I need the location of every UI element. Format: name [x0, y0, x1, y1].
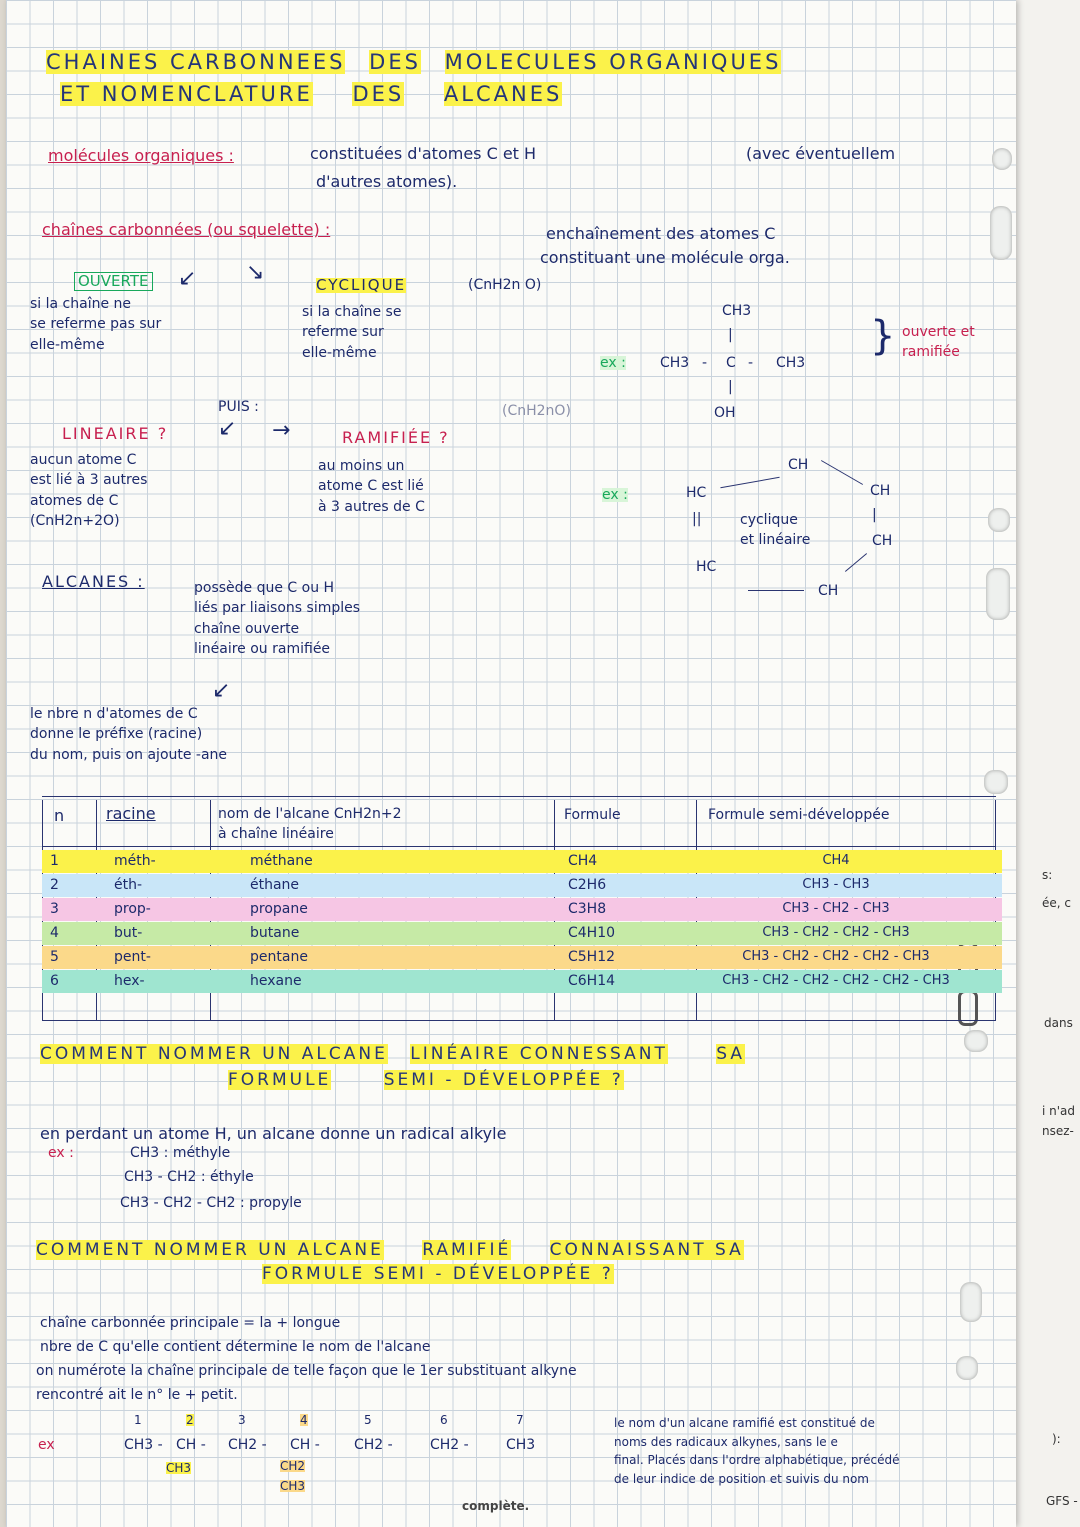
- section1-heading: COMMENT NOMMER UN ALCANE LINÉAIRE CONNESSANT SA: [40, 1044, 746, 1064]
- bond-line: [720, 477, 779, 488]
- table-cell-formule: C5H12: [568, 949, 616, 965]
- molecules-definition-note: (avec éventuellem: [746, 144, 896, 163]
- table-cell-n: 3: [50, 901, 59, 917]
- table-cell-formule: CH4: [568, 853, 598, 869]
- punch-hole: [960, 1282, 982, 1322]
- section2-heading: COMMENT NOMMER UN ALCANE RAMIFIÉ CONNAISSANT SA: [36, 1240, 744, 1260]
- chain-position-number: 1: [134, 1413, 142, 1427]
- rule-line: on numérote la chaîne principale de telle façon que le 1er substituant alkyne: [36, 1363, 577, 1379]
- side-text: GFS -: [1046, 1494, 1078, 1508]
- ramifiee-formula: (CnH2nO): [502, 403, 571, 419]
- section1-text: en perdant un atome H, un alcane donne un radical alkyle: [40, 1124, 507, 1143]
- example2-note: cyclique et linéaire: [740, 512, 811, 549]
- rule-line: rencontré ait le n° le + petit.: [36, 1387, 238, 1403]
- arrow-icon: →: [272, 418, 291, 443]
- table-cell-semi: CH3 - CH2 - CH2 - CH3: [762, 925, 910, 940]
- table-border: [42, 796, 996, 797]
- table-cell-racine: éth-: [114, 877, 143, 893]
- molecule-atom: CH3: [660, 355, 690, 371]
- bond-line: [845, 553, 867, 572]
- table-header-formule: Formule: [564, 807, 621, 823]
- bond-line: -: [748, 355, 754, 371]
- page-title: CHAINES CARBONNEES DES MOLECULES ORGANIQUES: [46, 50, 782, 74]
- punch-hole: [984, 770, 1008, 794]
- chain-group: CH -: [176, 1437, 206, 1453]
- example-label: ex :: [602, 487, 628, 503]
- side-text: ée, c: [1042, 896, 1071, 910]
- chaines-label: chaînes carbonnées (ou squelette) :: [42, 220, 331, 239]
- table-header-rule: [42, 846, 996, 847]
- arrow-icon: ↙: [178, 266, 197, 291]
- table-cell-n: 1: [50, 853, 59, 869]
- example-label: ex: [38, 1437, 55, 1453]
- bond-line: [821, 460, 863, 485]
- cyclique-heading: CYCLIQUE: [316, 276, 407, 294]
- side-text: i n'ad: [1042, 1104, 1076, 1118]
- table-cell-n: 5: [50, 949, 59, 965]
- radical-item: CH3 - CH2 - CH2 : propyle: [120, 1195, 302, 1211]
- table-cell-semi: CH3 - CH3: [802, 877, 870, 892]
- arrow-icon: ↙: [218, 416, 237, 441]
- chain-group: CH2 -: [228, 1437, 267, 1453]
- chain-group: CH -: [290, 1437, 320, 1453]
- table-cell-n: 2: [50, 877, 59, 893]
- molecule-atom: OH: [714, 405, 736, 421]
- rule-line: chaîne carbonnée principale = la + longue: [40, 1315, 341, 1331]
- adjacent-page: [1016, 0, 1080, 1527]
- page-title-line2: ET NOMENCLATURE DES ALCANES: [60, 82, 563, 106]
- section1-heading-line2: FORMULE SEMI - DÉVELOPPÉE ?: [228, 1070, 624, 1090]
- table-cell-n: 4: [50, 925, 59, 941]
- chaines-definition: enchaînement des atomes C: [546, 224, 776, 243]
- table-cell-nom: pentane: [250, 949, 308, 965]
- table-cell-formule: C3H8: [568, 901, 607, 917]
- table-cell-racine: but-: [114, 925, 143, 941]
- table-cell-racine: hex-: [114, 973, 145, 989]
- punch-hole: [964, 1030, 988, 1052]
- bond-line: [748, 590, 804, 591]
- table-cell-semi: CH3 - CH2 - CH2 - CH2 - CH3: [742, 949, 930, 964]
- table-cell-racine: pent-: [114, 949, 151, 965]
- ramifiee-heading: RAMIFIÉE ?: [342, 428, 450, 447]
- table-cell-nom: méthane: [250, 853, 313, 869]
- ramifiee-description: au moins un atome C est lié à 3 autres de C: [318, 458, 425, 515]
- substituent-ethyl-ch3: CH3: [280, 1479, 306, 1493]
- punch-hole: [990, 206, 1012, 260]
- molecule-atom: CH: [870, 483, 891, 499]
- radical-item: CH3 - CH2 : éthyle: [124, 1169, 254, 1185]
- puis-label: PUIS :: [218, 399, 259, 415]
- molecule-atom: CH3: [722, 303, 752, 319]
- alcanes-description: possède que C ou H liés par liaisons simples chaîne ouverte linéaire ou ramifiée: [194, 580, 361, 657]
- molecules-label: molécules organiques :: [48, 146, 234, 165]
- chain-position-number: 6: [440, 1413, 448, 1427]
- chain-group: CH3: [506, 1437, 536, 1453]
- table-cell-racine: prop-: [114, 901, 151, 917]
- ouverte-description: si la chaîne ne se referme pas sur elle-même: [30, 296, 162, 353]
- molecules-definition: constituées d'atomes C et H: [310, 144, 537, 163]
- table-cell-racine: méth-: [114, 853, 156, 869]
- table-header-racine: racine: [106, 804, 156, 823]
- example-label: ex :: [600, 355, 626, 371]
- radical-item: CH3 : méthyle: [130, 1145, 231, 1161]
- table-header-nom: nom de l'alcane CnH2n+2 à chaîne linéaire: [218, 806, 402, 843]
- side-text: ):: [1052, 1432, 1061, 1446]
- example-label: ex :: [48, 1145, 74, 1161]
- side-text: s:: [1042, 868, 1053, 882]
- punch-hole: [992, 148, 1012, 170]
- molecule-atom: HC: [686, 485, 707, 501]
- substituent-methyl: CH3: [166, 1461, 192, 1475]
- molecules-definition-2: d'autres atomes).: [316, 172, 458, 191]
- chain-position-number: 4: [300, 1413, 308, 1427]
- table-cell-semi: CH3 - CH2 - CH2 - CH2 - CH2 - CH3: [722, 973, 950, 988]
- alcanes-prefix-rule: le nbre n d'atomes de C donne le préfixe (racine) du nom, puis on ajoute -ane: [30, 706, 228, 763]
- punch-hole: [988, 508, 1010, 532]
- side-text: dans: [1044, 1016, 1073, 1030]
- lineaire-description: aucun atome C est lié à 3 autres atomes de C (CnH2n+2O): [30, 452, 148, 529]
- table-border: [42, 1020, 996, 1021]
- side-text: nsez-: [1042, 1124, 1074, 1138]
- molecule-atom: CH: [872, 533, 893, 549]
- molecule-atom: CH: [818, 583, 839, 599]
- molecule-atom: CH: [788, 457, 809, 473]
- chain-position-number: 5: [364, 1413, 372, 1427]
- bond-line: |: [728, 327, 733, 343]
- cyclique-description: si la chaîne se referme sur elle-même: [302, 304, 402, 361]
- table-cell-nom: éthane: [250, 877, 300, 893]
- substituent-ethyl-ch2: CH2: [280, 1459, 306, 1473]
- punch-hole: [956, 1356, 978, 1380]
- table-cell-semi: CH4: [822, 853, 850, 868]
- chain-group: CH2 -: [430, 1437, 469, 1453]
- chain-group: CH3 -: [124, 1437, 163, 1453]
- molecule-atom: C: [726, 355, 736, 371]
- molecule-atom: HC: [696, 559, 717, 575]
- arrow-icon: ↘: [246, 260, 265, 285]
- cyclique-formula: (CnH2n O): [468, 277, 542, 293]
- table-header-semi: Formule semi-développée: [708, 807, 890, 823]
- naming-rule-note: le nom d'un alcane ramifié est constitué de noms des radicaux alkynes, sans le e final. Placés dans l'ordre alphabétique, précédé de leur indice de position et suivis du nom: [614, 1416, 900, 1486]
- rule-line: nbre de C qu'elle contient détermine le nom de l'alcane: [40, 1339, 431, 1355]
- chain-position-number: 7: [516, 1413, 524, 1427]
- notebook-page: [6, 0, 1016, 1527]
- bond-line: |: [728, 379, 733, 395]
- chain-position-number: 3: [238, 1413, 246, 1427]
- table-cell-nom: butane: [250, 925, 300, 941]
- punch-hole: [986, 568, 1010, 620]
- lineaire-heading: LINEAIRE ?: [62, 424, 169, 443]
- chain-group: CH2 -: [354, 1437, 393, 1453]
- bond-line: ||: [692, 511, 702, 527]
- ouverte-heading: OUVERTE: [74, 272, 153, 291]
- chain-position-number: 2: [186, 1413, 194, 1427]
- table-cell-formule: C4H10: [568, 925, 616, 941]
- bond-line: -: [702, 355, 708, 371]
- table-header-n: n: [54, 806, 65, 825]
- section2-heading-line2: FORMULE SEMI - DÉVELOPPÉE ?: [262, 1264, 614, 1284]
- chaines-definition-2: constituant une molécule orga.: [540, 248, 790, 267]
- bond-line: |: [872, 507, 877, 523]
- table-cell-nom: hexane: [250, 973, 302, 989]
- table-cell-formule: C2H6: [568, 877, 607, 893]
- table-cell-formule: C6H14: [568, 973, 616, 989]
- arrow-icon: ↙: [212, 678, 231, 703]
- alcanes-heading: ALCANES :: [42, 572, 145, 591]
- table-cell-n: 6: [50, 973, 59, 989]
- footer-text: complète.: [462, 1499, 530, 1513]
- table-cell-semi: CH3 - CH2 - CH3: [782, 901, 890, 916]
- table-cell-nom: propane: [250, 901, 308, 917]
- example1-note: ouverte et ramifiée: [902, 324, 975, 361]
- molecule-atom: CH3: [776, 355, 806, 371]
- brace-icon: }: [870, 313, 896, 359]
